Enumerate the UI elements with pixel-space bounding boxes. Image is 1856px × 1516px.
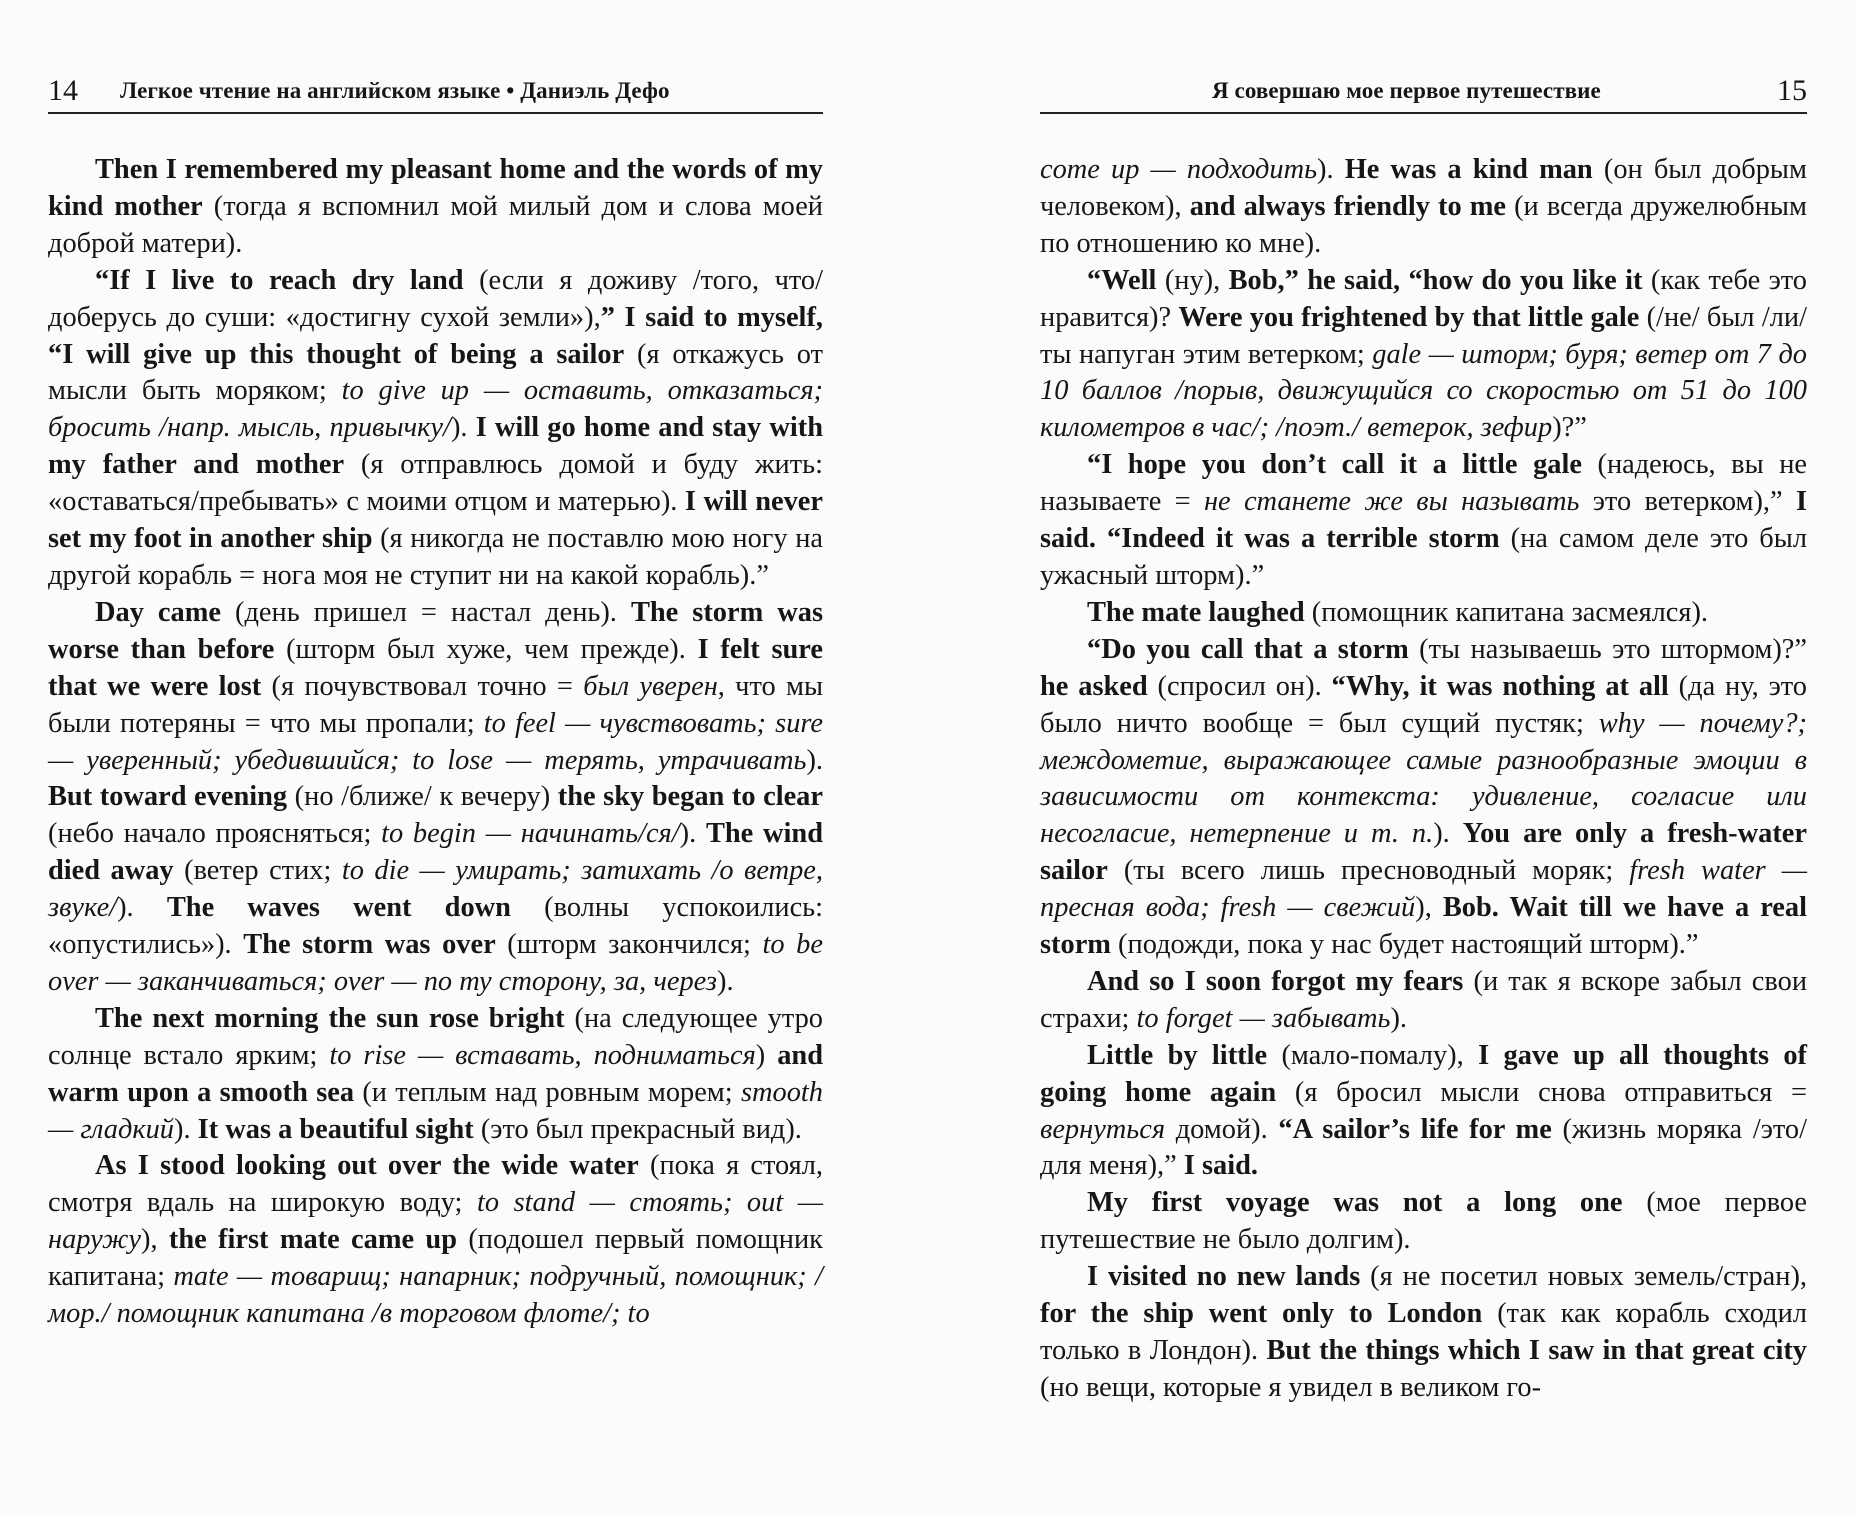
english-text: As I stood looking out over the wide water [95, 1150, 639, 1182]
paragraph [1040, 152, 1807, 263]
english-text: Little by little [1087, 1039, 1268, 1071]
translation-text: (на самом деле это был ужасный шторм).” [1040, 523, 1807, 591]
english-text: I felt sure that we were lost [48, 633, 823, 702]
translation-text: (но вещи, которые я увидел в великом го- [1040, 1371, 1542, 1403]
translation-text: (ну), [1156, 264, 1229, 296]
english-text: My first voyage was not a long one [1087, 1187, 1623, 1219]
gloss-text: to be over — заканчиваться; over — по ту сторону, за, через [48, 929, 823, 997]
translation-text: ). [679, 818, 706, 850]
page-number: 14 [48, 74, 78, 107]
translation-text: ). [716, 965, 734, 997]
translation-text: (и теплым над ровным морем; [354, 1076, 741, 1108]
translation-text: (я не посетил новых земель/стран), [1360, 1261, 1807, 1293]
translation-text: (на следующее утро солнце встало ярким; [48, 1002, 823, 1071]
page-number: 15 [1777, 74, 1807, 107]
translation-text: (если я доживу /того, что/ доберусь до суши: «достигну сухой земли»), [48, 264, 824, 333]
english-text: But toward evening [48, 781, 288, 813]
paragraph [1040, 1038, 1807, 1186]
translation-text: , что мы были потеряны = что мы пропали; [48, 670, 824, 739]
paragraph [48, 595, 823, 1001]
english-text: The storm was over [243, 929, 496, 961]
gloss-text: to stand — стоять; out — наружу [48, 1187, 823, 1256]
translation-text: (я почувствовал точно = [261, 670, 584, 702]
english-text: the sky began to clear [557, 781, 823, 813]
english-text: for the ship went only to London [1040, 1298, 1483, 1330]
paragraph [1040, 595, 1807, 632]
translation-text: (пока я стоял, смотря вдаль на широкую воду; [48, 1150, 823, 1219]
english-text: “Do you call that a storm [1087, 633, 1409, 665]
english-text: Bob. Wait till we have a real storm [1040, 892, 1807, 961]
english-text: The mate laughed [1087, 596, 1305, 628]
translation-text: (он был добрым человеком), [1040, 154, 1807, 222]
english-text: the first mate came up [168, 1224, 457, 1256]
translation-text: (это был прекрасный вид). [473, 1113, 802, 1145]
translation-text: (я откажусь от мысли быть моряком; [48, 338, 823, 407]
english-text: Bob,” he said, “how do you like it [1228, 264, 1643, 296]
gloss-text: gale — шторм; буря; ветер от 7 до 10 баллов /порыв, движущийся со скоростью от 51 до 100 километров в час/; /поэт./ ветерок, зефир [1040, 338, 1807, 444]
page-body [48, 152, 823, 1333]
translation-text: ), [141, 1224, 169, 1256]
english-text: The wind died away [48, 818, 823, 887]
gloss-text: smooth — гладкий [48, 1076, 823, 1145]
english-text: “A sailor’s life for me [1278, 1113, 1552, 1145]
translation-text: ). [806, 744, 823, 776]
translation-text: (я никогда не поставлю мою ногу на другой корабль = нога моя не ступит ни на какой корабль).” [48, 523, 823, 591]
paragraph [1040, 632, 1807, 964]
english-text: The storm was worse than before [48, 596, 824, 665]
english-text: I said. [1183, 1150, 1259, 1182]
right-page [1040, 0, 1807, 1516]
gloss-text: mate — товарищ; напарник; подручный, помощник; /мор./ помощник капитана /в торговом флоте/; to [48, 1261, 823, 1330]
translation-text: (я отправлюсь домой и буду жить: «оставаться/пребывать» с моими отцом и матерью). [48, 449, 823, 518]
running-title: Легкое чтение на английском языке • Даниэль Дефо [120, 78, 670, 103]
translation-text: (ты называешь это штормом)?” [1408, 633, 1808, 665]
english-text: I visited no new lands [1087, 1261, 1361, 1293]
gloss-text: вернуться [1040, 1113, 1166, 1145]
gloss-text: to begin — начинать/ся/ [381, 818, 680, 850]
translation-text: (я бросил мысли снова отправиться = [1276, 1076, 1807, 1108]
translation-text: (как тебе это нравится)? [1040, 264, 1807, 333]
english-text: I said. “Indeed it was a terrible storm [1040, 486, 1807, 555]
translation-text: (подошел первый помощник капитана; [48, 1224, 823, 1293]
paragraph [1040, 964, 1807, 1038]
translation-text: (мало-помалу), [1267, 1039, 1479, 1071]
gloss-text: to rise — вставать, подниматься [329, 1039, 756, 1071]
translation-text: ), [1415, 892, 1443, 924]
english-text: “Well [1087, 264, 1157, 296]
english-text: and warm upon a smooth sea [48, 1039, 823, 1108]
translation-text: домой). [1165, 1113, 1279, 1145]
page-body [1040, 152, 1807, 1407]
paragraph [48, 152, 823, 263]
translation-text: это ветерком),” [1579, 486, 1796, 518]
english-text: “I hope you don’t call it a little gale [1087, 449, 1582, 481]
translation-text: (шторм закончился; [495, 929, 763, 961]
paragraph [48, 1148, 823, 1333]
gloss-text: был уверен [583, 670, 718, 702]
paragraph [48, 1001, 823, 1149]
running-title: Я совершаю мое первое путешествие [1212, 78, 1601, 103]
translation-text: (шторм был хуже, чем прежде). [274, 633, 698, 665]
gloss-text: to die — умирать; затихать /о ветре, звуке/ [48, 855, 824, 924]
paragraph [1040, 263, 1807, 448]
gloss-text: why — почему?; междометие, выражающее самые разнообразные эмоции в зависимости от контекста: удивление, согласие или несогласие, нетерпение и т. п. [1040, 707, 1807, 850]
gloss-text: come up — подходить [1040, 154, 1317, 185]
english-text: ” I said to myself, “I will give up this thought of being a sailor [48, 301, 824, 370]
english-text: and always friendly to me [1189, 190, 1506, 222]
english-text: He was a kind man [1344, 154, 1593, 185]
english-text: But the things which I saw in that great city [1266, 1335, 1807, 1366]
gloss-text: to give up — оставить, отказаться; бросить /напр. мысль, привычку/ [48, 375, 823, 444]
english-text: The next morning the sun rose bright [95, 1002, 565, 1034]
translation-text: (небо начало проясняться; [48, 818, 382, 850]
translation-text: ). [1317, 154, 1345, 185]
gloss-text: to forget — забывать [1136, 1002, 1391, 1034]
paragraph [1040, 1185, 1807, 1259]
left-page [48, 0, 823, 1516]
translation-text: (жизнь моряка /это/ для меня),” [1040, 1113, 1808, 1182]
gloss-text: не станете же вы называть [1203, 486, 1580, 518]
english-text: he asked [1040, 670, 1148, 702]
translation-text: (ветер стих; [173, 855, 342, 887]
english-text: The waves went down [166, 892, 511, 924]
english-text: You are only a fresh-water sailor [1040, 818, 1807, 887]
translation-text: (и так я вскоре забыл свои страхи; [1040, 965, 1808, 1034]
english-text: Then I remembered my pleasant home and the words of my kind mother [48, 154, 823, 222]
english-text: “Why, it was nothing at all [1331, 670, 1669, 702]
english-text: It was a beautiful sight [197, 1113, 474, 1145]
english-text: Were you frightened by that little gale [1178, 301, 1640, 333]
translation-text: (подожди, пока у нас будет настоящий шторм).” [1110, 929, 1699, 961]
translation-text: (так как корабль сходил только в Лондон). [1040, 1298, 1807, 1366]
paragraph [48, 263, 823, 595]
gloss-text: fresh water — пресная вода; fresh — свежий [1040, 855, 1807, 924]
translation-text: ). [174, 1113, 198, 1145]
english-text: And so I soon forgot my fears [1087, 965, 1464, 997]
translation-text: ). [450, 412, 476, 444]
translation-text: ). [1390, 1002, 1408, 1034]
paragraph [1040, 1259, 1807, 1407]
translation-text: (надеюсь, вы не называете = [1040, 449, 1807, 518]
translation-text: (мое первое путешествие не было долгим). [1040, 1187, 1808, 1256]
english-text: “If I live to reach dry land [95, 264, 464, 296]
translation-text: ). [1433, 818, 1463, 850]
page-header [1040, 66, 1807, 114]
translation-text: ). [117, 892, 167, 924]
english-text: I will never set my foot in another ship [48, 486, 823, 555]
english-text: I gave up all thoughts of going home again [1040, 1039, 1808, 1108]
english-text: I will go home and stay with my father and mother [48, 412, 823, 481]
english-text: Day came [95, 596, 221, 628]
gloss-text: to feel — чувствовать; sure — уверенный; убедившийся; to lose — терять, утрачивать [48, 707, 823, 776]
translation-text: (да ну, это было ничто вообще = был сущий пустяк; [1040, 670, 1807, 739]
translation-text: (тогда я вспомнил мой милый дом и слова моей доброй матери). [48, 190, 823, 259]
translation-text: (ты всего лишь пресноводный моряк; [1107, 855, 1630, 887]
translation-text: ) [755, 1039, 778, 1071]
translation-text: (/не/ был /ли/ ты напуган этим ветерком; [1040, 301, 1807, 370]
translation-text: (и всегда дружелюбным по отношению ко мне). [1040, 190, 1807, 259]
page-header [48, 66, 823, 114]
translation-text: (спросил он). [1147, 670, 1332, 702]
translation-text: (помощник капитана засмеялся). [1304, 596, 1709, 628]
translation-text: )?” [1552, 412, 1587, 444]
paragraph [1040, 447, 1807, 595]
translation-text: (день пришел = настал день). [220, 596, 631, 628]
translation-text: (волны успокоились: «опустились»). [48, 892, 824, 961]
translation-text: (но /ближе/ к вечеру) [287, 781, 558, 813]
